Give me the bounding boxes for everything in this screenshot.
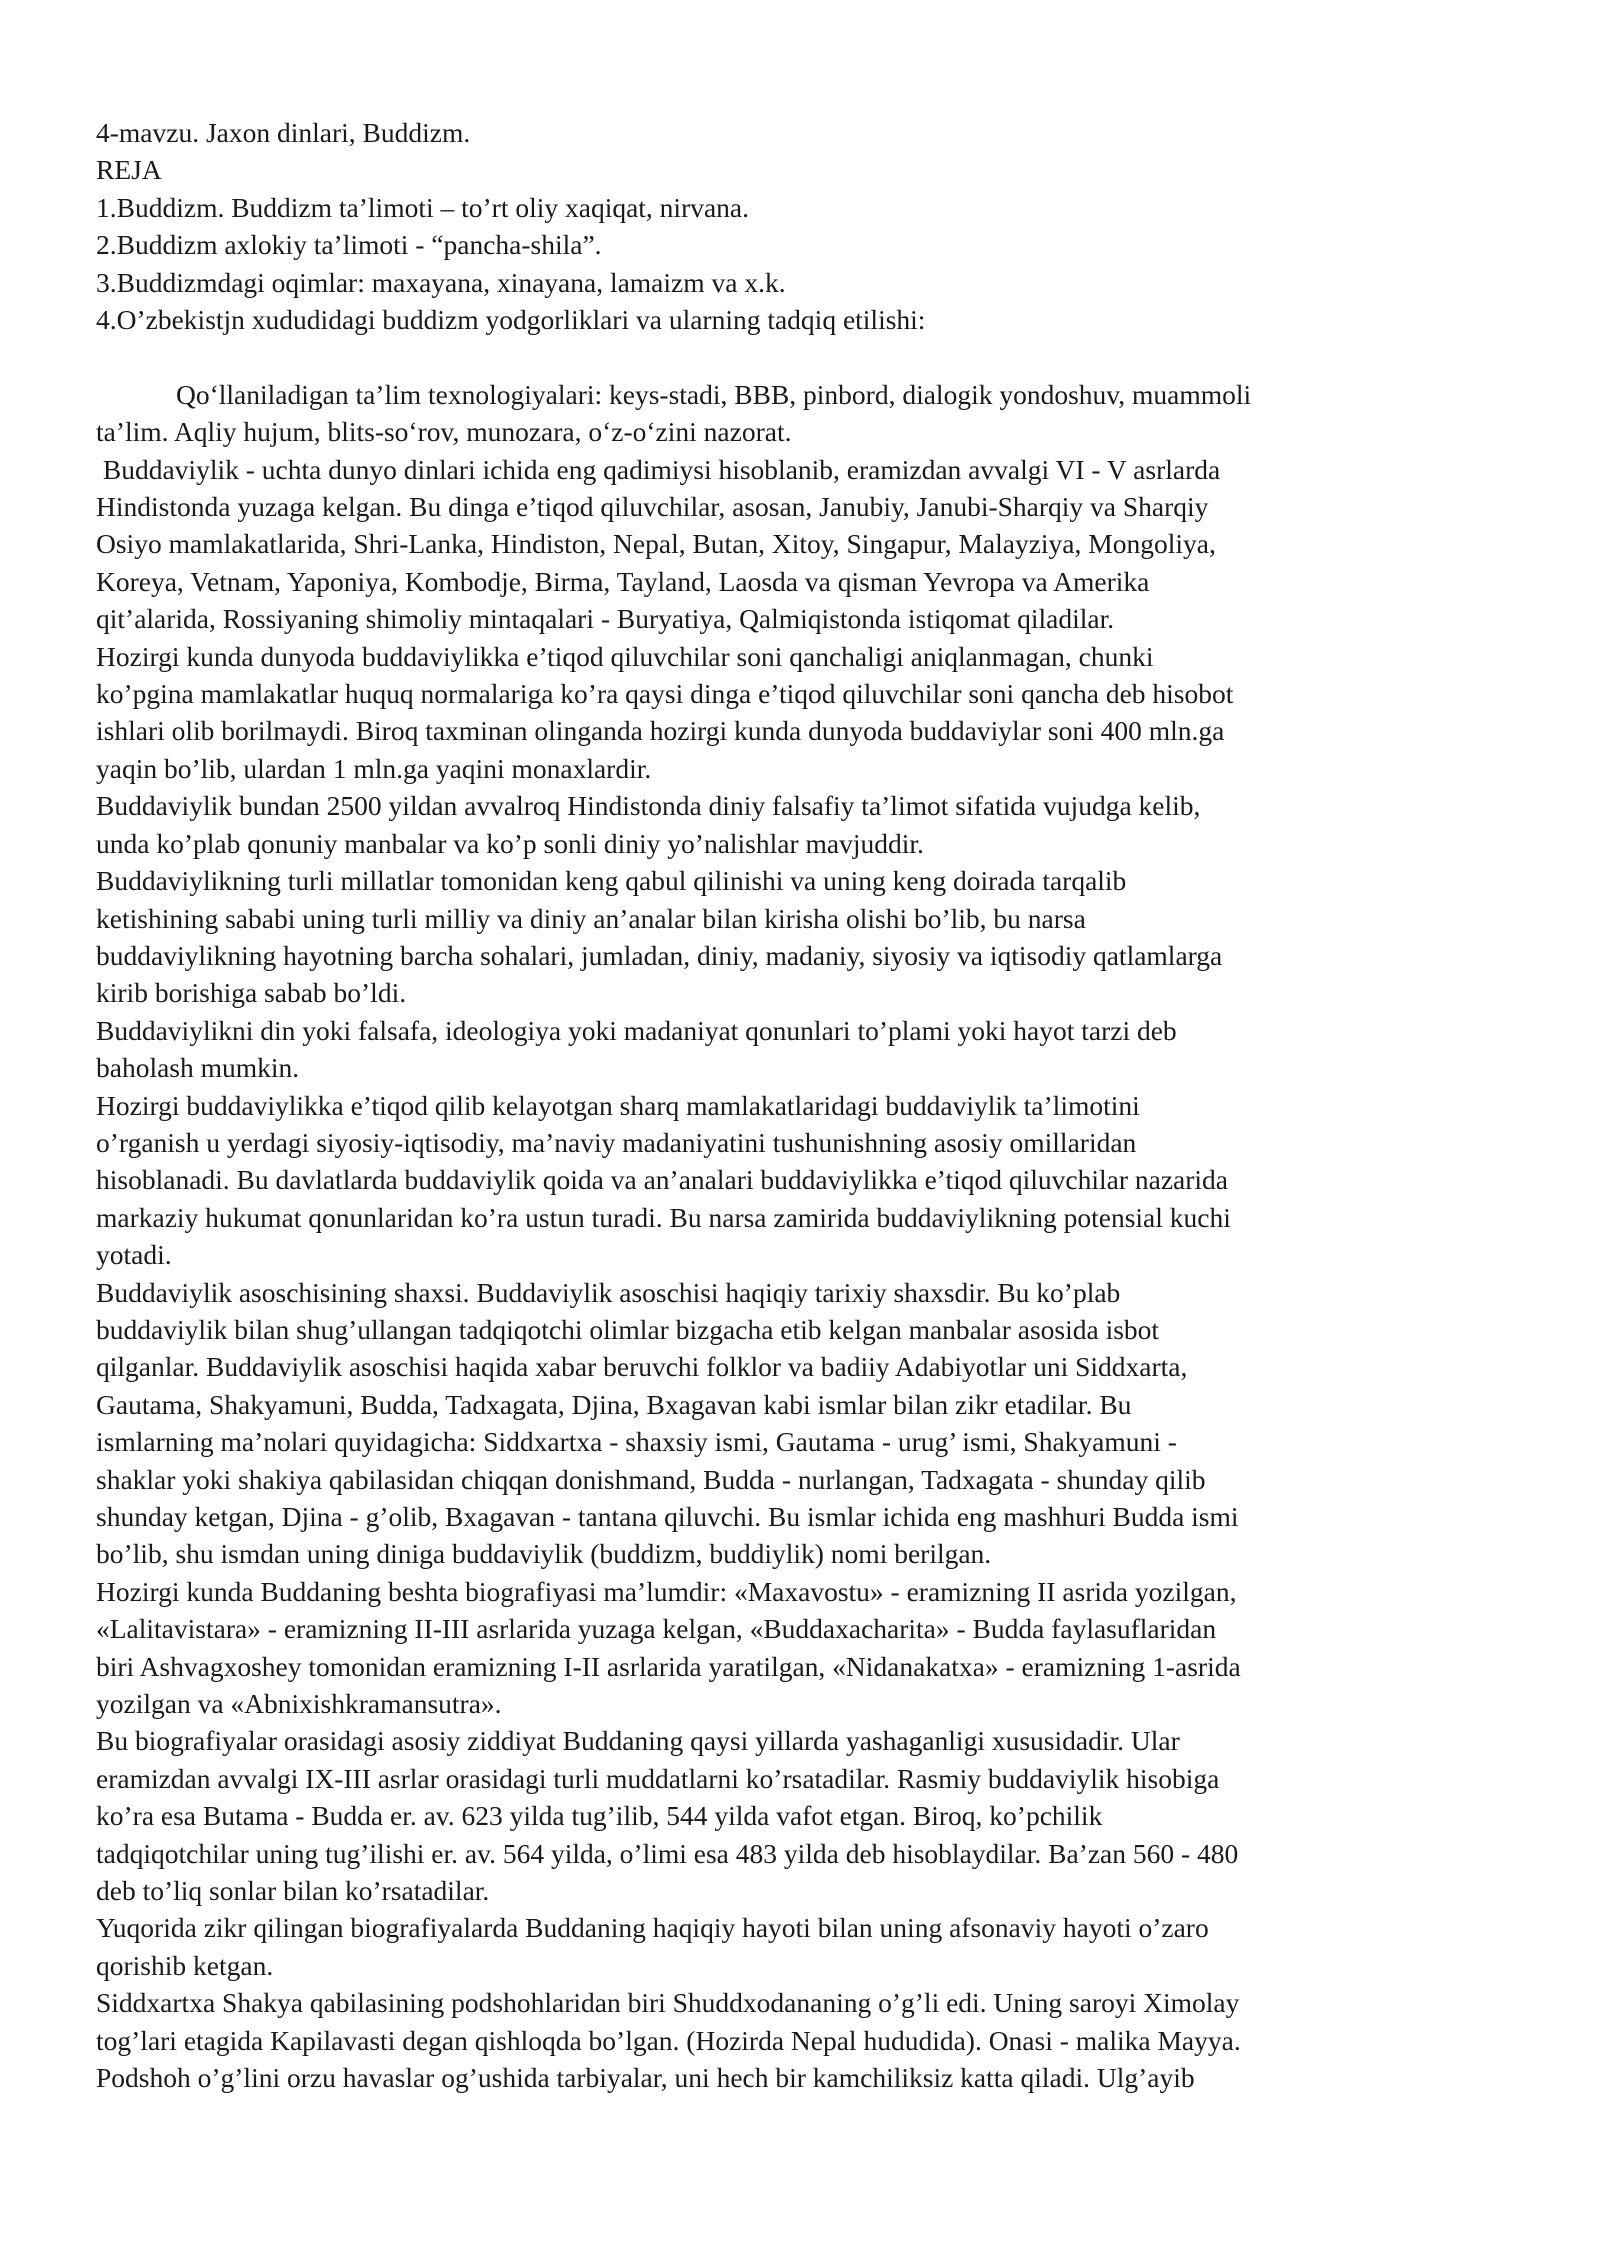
paragraph-line: qilganlar. Buddaviylik asoschisi haqida xabar beruvchi folklor va badiiy Adabiyotlar uni Siddxarta, [96,1351,1188,1383]
body-paragraph [96,1274,1476,1573]
paragraph-line: Hindistonda yuzaga kelgan. Bu dinga e’tiqod qiluvchilar, asosan, Janubiy, Janubi-Sharqiy va Sharqiy [96,491,1209,523]
plan-list [96,189,1476,339]
paragraph-line: Hozirgi buddaviylikka e’tiqod qilib kelayotgan sharq mamlakatlaridagi buddaviylik ta’limotini [96,1089,1140,1121]
paragraph-line: ketishining sababi uning turli milliy va diniy an’analar bilan kirisha olishi bo’lib, bu narsa [96,902,1086,934]
paragraph-line: Hozirgi kunda dunyoda buddaviylikka e’tiqod qiluvchilar soni qanchaligi aniqlanmagan, chunki [96,640,1154,672]
paragraph-line: Yuqorida zikr qilingan biografiyalarda Buddaning haqiqiy hayoti bilan uning afsonaviy hayoti o’zaro [96,1912,1209,1944]
paragraph-line: yotadi. [96,1239,172,1271]
paragraph-line: Buddaviylik - uchta dunyo dinlari ichida eng qadimiysi hisoblanib, eramizdan avvalgi VI - V asrlarda [96,453,1221,485]
paragraph-line: Buddaviylik asoschisining shaxsi. Buddaviylik asoschisi haqiqiy tarixiy shaxsdir. Bu ko’plab [96,1276,1121,1308]
paragraph-line: o’rganish u yerdagi siyosiy-iqtisodiy, ma’naviy madaniyatini tushunishning asosiy omillaridan [96,1126,1137,1158]
paragraph-line: tadqiqotchilar uning tug’ilishi er. av. 564 yilda, o’limi esa 483 yilda deb hisoblaydilar. Ba’zan 560 - 480 [96,1837,1239,1869]
paragraph-line: Buddaviylikning turli millatlar tomonidan keng qabul qilinishi va uning keng doirada tarqalib [96,865,1127,897]
paragraph-line: yozilgan va «Abnixishkramansutra». [96,1688,502,1720]
paragraph-line: Koreya, Vetnam, Yaponiya, Kombodje, Birma, Tayland, Laosda va qisman Yevropa va Amerika [96,565,1150,597]
paragraph-line: Siddxartxa Shakya qabilasining podshohlaridan biri Shuddxodananing o’g’li edi. Uning saroyi Ximolay [96,1987,1240,2019]
paragraph-line: shunday ketgan, Djina - g’olib, Bxagavan - tantana qiluvchi. Bu ismlar ichida eng mashhuri Budda ismi [96,1501,1239,1533]
body-paragraph [96,1984,1476,2096]
paragraph-line: eramizdan avvalgi IX-III asrlar orasidagi turli muddatlarni ko’rsatadilar. Rasmiy buddaviylik hisobiga [96,1762,1220,1794]
plan-item: 3.Buddizmdagi oqimlar: maxayana, xinayana, lamaizm va x.k. [96,266,786,298]
body-paragraph [96,862,1476,1012]
paragraph-line: Osiyo mamlakatlarida, Shri-Lanka, Hindiston, Nepal, Butan, Xitoy, Singapur, Malayziya, Mongoliya, [96,528,1216,560]
body-paragraph [96,1909,1476,1984]
paragraph-line: shaklar yoki shakiya qabilasidan chiqqan donishmand, Budda - nurlangan, Tadxagata - shunday qilib [96,1463,1206,1495]
body-paragraph [96,1573,1476,1723]
paragraph-line: baholash mumkin. [96,1052,300,1084]
paragraph-line: tog’lari etagida Kapilavasti degan qishloqda bo’lgan. (Hozirda Nepal hududida). Onasi - malika Mayya. [96,2024,1241,2056]
paragraph-line: Buddaviylikni din yoki falsafa, ideologiya yoki madaniyat qonunlari to’plami yoki hayot tarzi deb [96,1014,1177,1046]
paragraph-line: deb to’liq sonlar bilan ko’rsatadilar. [96,1875,490,1907]
paragraph-line: qorishib ketgan. [96,1949,274,1981]
paragraph-line: Qo‘llaniladigan ta’lim texnologiyalari: keys-stadi, BBB, pinbord, dialogik yondoshuv, muammoli [176,378,1252,410]
paragraph-line: qit’alarida, Rossiyaning shimoliy mintaqalari - Buryatiya, Qalmiqistonda istiqomat qiladilar. [96,603,1115,635]
paragraph-line: buddaviylik bilan shug’ullangan tadqiqotchi olimlar bizgacha etib kelgan manbalar asosida isbot [96,1313,1160,1345]
paragraph-line: Buddaviylik bundan 2500 yildan avvalroq Hindistonda diniy falsafiy ta’limot sifatida vujudga kelib, [96,790,1201,822]
paragraph-line: ismlarning ma’nolari quyidagicha: Siddxartxa - shaxsiy ismi, Gautama - urug’ ismi, Shakyamuni - [96,1426,1177,1458]
plan-item: 1.Buddizm. Buddizm ta’limoti – to’rt oliy xaqiqat, nirvana. [96,191,750,223]
technologies-paragraph [96,376,1476,451]
paragraph-line: unda ko’plab qonuniy manbalar va ko’p sonli diniy yo’nalishlar mavjuddir. [96,827,924,859]
document-title: 4-mavzu. Jaxon dinlari, Buddizm. [96,117,471,148]
body-paragraph [96,1012,1476,1087]
body-paragraph [96,787,1476,862]
paragraph-line: ishlari olib borilmaydi. Biroq taxminan olinganda hozirgi kunda dunyoda buddaviylar soni 400 mln.ga [96,715,1225,747]
paragraph-line: Podshoh o’g’lini orzu havaslar og’ushida tarbiyalar, uni hech bir kamchiliksiz katta qiladi. Ulg’ayib [96,2062,1195,2094]
paragraph-line: ta’lim. Aqliy hujum, blits-so‘rov, munozara, o‘z-o‘zini nazorat. [96,416,792,448]
paragraph-line: biri Ashvagxoshey tomonidan eramizning I-II asrlarida yaratilgan, «Nidanakatxa» - eramizning 1-asrida [96,1650,1241,1682]
paragraph-line: yaqin bo’lib, ulardan 1 mln.ga yaqini monaxlardir. [96,752,652,784]
body-text [96,451,1476,2097]
paragraph-line: markaziy hukumat qonunlaridan ko’ra ustun turadi. Bu narsa zamirida buddaviylikning potensial kuchi [96,1201,1231,1233]
plan-heading: REJA [96,154,162,186]
paragraph-line: «Lalitavistara» - eramizning II-III asrlarida yuzaga kelgan, «Buddaxacharita» - Budda faylasuflaridan [96,1613,1217,1645]
paragraph-line: bo’lib, shu ismdan uning diniga buddaviylik (buddizm, buddiylik) nomi berilgan. [96,1538,992,1570]
paragraph-line: Hozirgi kunda Buddaning beshta biografiyasi ma’lumdir: «Maxavostu» - eramizning II asrida yozilgan, [96,1575,1237,1607]
paragraph-line: Bu biografiyalar orasidagi asosiy ziddiyat Buddaning qaysi yillarda yashaganligi xususidadir. Ular [96,1725,1180,1757]
paragraph-line: ko’ra esa Butama - Budda er. av. 623 yilda tug’ilib, 544 yilda vafot etgan. Biroq, ko’pchilik [96,1800,1103,1832]
paragraph-line: buddaviylikning hayotning barcha sohalari, jumladan, diniy, madaniy, siyosiy va iqtisodiy qatlamlarga [96,939,1223,971]
plan-item: 4.O’zbekistjn xududidagi buddizm yodgorliklari va ularning tadqiq etilishi: [96,304,926,336]
blank-line [96,338,1476,375]
paragraph-line: Gautama, Shakyamuni, Budda, Tadxagata, Djina, Bxagavan kabi ismlar bilan zikr etadilar. Bu [96,1388,1132,1420]
body-paragraph [96,1722,1476,1909]
paragraph-line: hisoblanadi. Bu davlatlarda buddaviylik qoida va an’analari buddaviylikka e’tiqod qiluvchilar nazarida [96,1164,1228,1196]
body-paragraph [96,1087,1476,1274]
body-paragraph [96,638,1476,788]
body-paragraph [96,451,1476,638]
plan-item: 2.Buddizm axlokiy ta’limoti - “pancha-shila”. [96,229,602,261]
document-page [96,114,1476,2097]
paragraph-line: kirib borishiga sabab bo’ldi. [96,977,407,1009]
paragraph-line: ko’pgina mamlakatlar huquq normalariga ko’ra qaysi dinga e’tiqod qiluvchilar soni qancha deb hisobot [96,678,1234,710]
